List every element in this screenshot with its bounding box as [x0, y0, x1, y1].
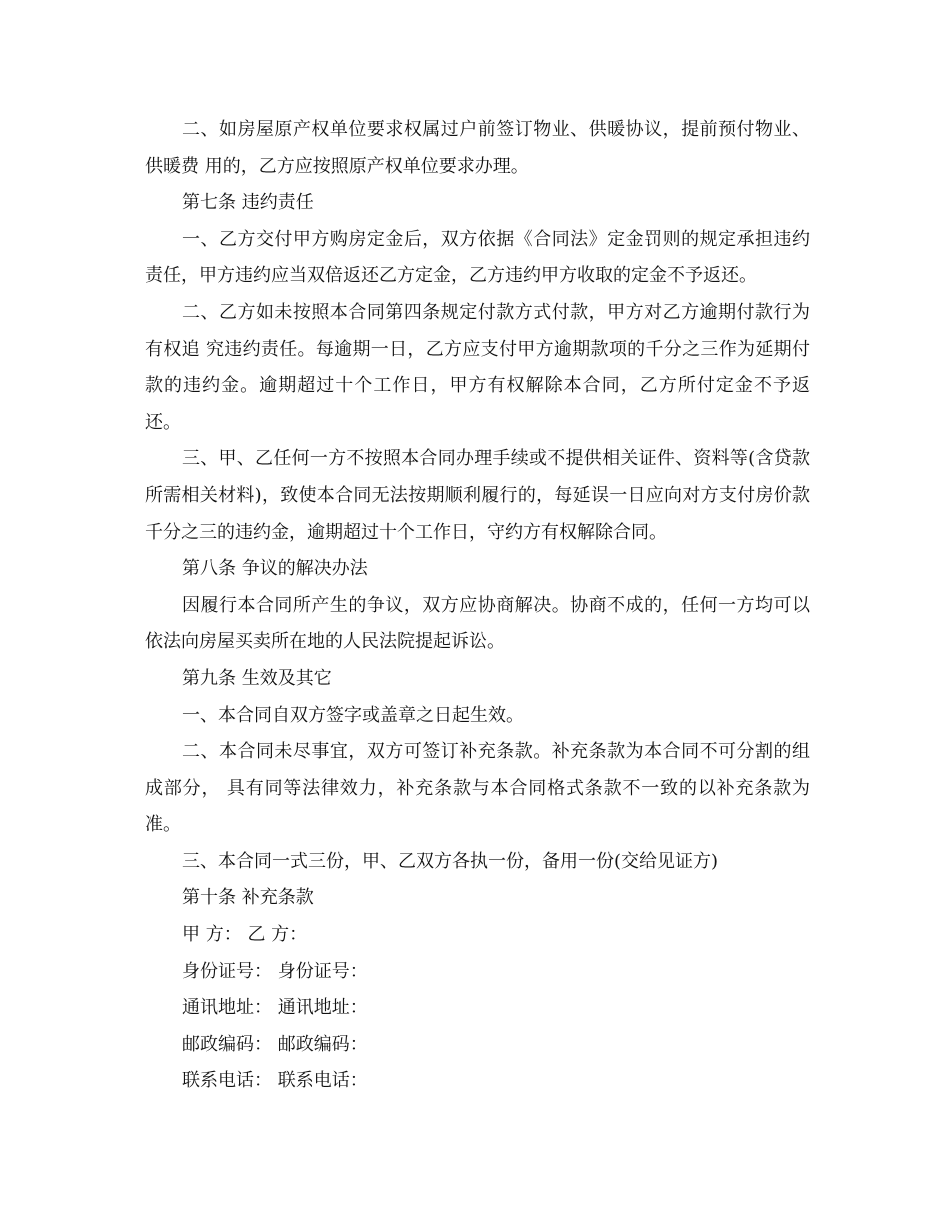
- paragraph-effective-date: 一、本合同自双方签字或盖章之日起生效。: [182, 704, 524, 726]
- contract-body: [145, 112, 810, 1100]
- section-heading-article-10: 第十条 补充条款: [182, 887, 314, 909]
- field-party-names: 甲 方： 乙 方：: [182, 924, 308, 946]
- paragraph-copies: 三、本合同一式三份，甲、乙双方各执一份，备用一份(交给见证方): [182, 850, 719, 872]
- field-phone-number: 联系电话： 联系电话：: [182, 1070, 368, 1092]
- paragraph-dispute-resolution: 因履行本合同所产生的争议，双方应协商解决。协商不成的，任何一方均可以依法向房屋买卖所在地的人民法院提起诉讼。: [145, 594, 810, 653]
- section-heading-article-8: 第八条 争议的解决办法: [182, 558, 368, 580]
- field-id-number: 身份证号： 身份证号：: [182, 960, 368, 982]
- paragraph-deposit-penalty: 一、乙方交付甲方购房定金后，双方依据《合同法》定金罚则的规定承担违约责任，甲方违约应当双倍返还乙方定金，乙方违约甲方收取的定金不予返还。: [145, 228, 810, 287]
- paragraph-late-payment: 二、乙方如未按照本合同第四条规定付款方式付款，甲方对乙方逾期付款行为有权追 究违约责任。每逾期一日，乙方应支付甲方逾期款项的千分之三作为延期付款的违约金。逾期超过十个工作日，甲方有权解除本合同，乙方所付定金不予返还。: [145, 301, 810, 433]
- paragraph-property-heating-agreement: 二、如房屋原产权单位要求权属过户前签订物业、供暖协议，提前预付物业、供暖费 用的，乙方应按照原产权单位要求办理。: [145, 119, 810, 177]
- field-postal-code: 邮政编码： 邮政编码：: [182, 1033, 368, 1055]
- field-mailing-address: 通讯地址： 通讯地址：: [182, 997, 368, 1019]
- paragraph-procedure-breach: 三、甲、乙任何一方不按照本合同办理手续或不提供相关证件、资料等(含贷款所需相关材料)，致使本合同无法按期顺利履行的，每延误一日应向对方支付房价款千分之三的违约金，逾期超过十个工作日，守约方有权解除合同。: [145, 448, 810, 543]
- paragraph-supplementary-terms: 二、本合同未尽事宜，双方可签订补充条款。补充条款为本合同不可分割的组成部分， 具有同等法律效力，补充条款与本合同格式条款不一致的以补充条款为准。: [145, 741, 810, 836]
- section-heading-article-9: 第九条 生效及其它: [182, 667, 332, 689]
- section-heading-article-7: 第七条 违约责任: [182, 192, 314, 214]
